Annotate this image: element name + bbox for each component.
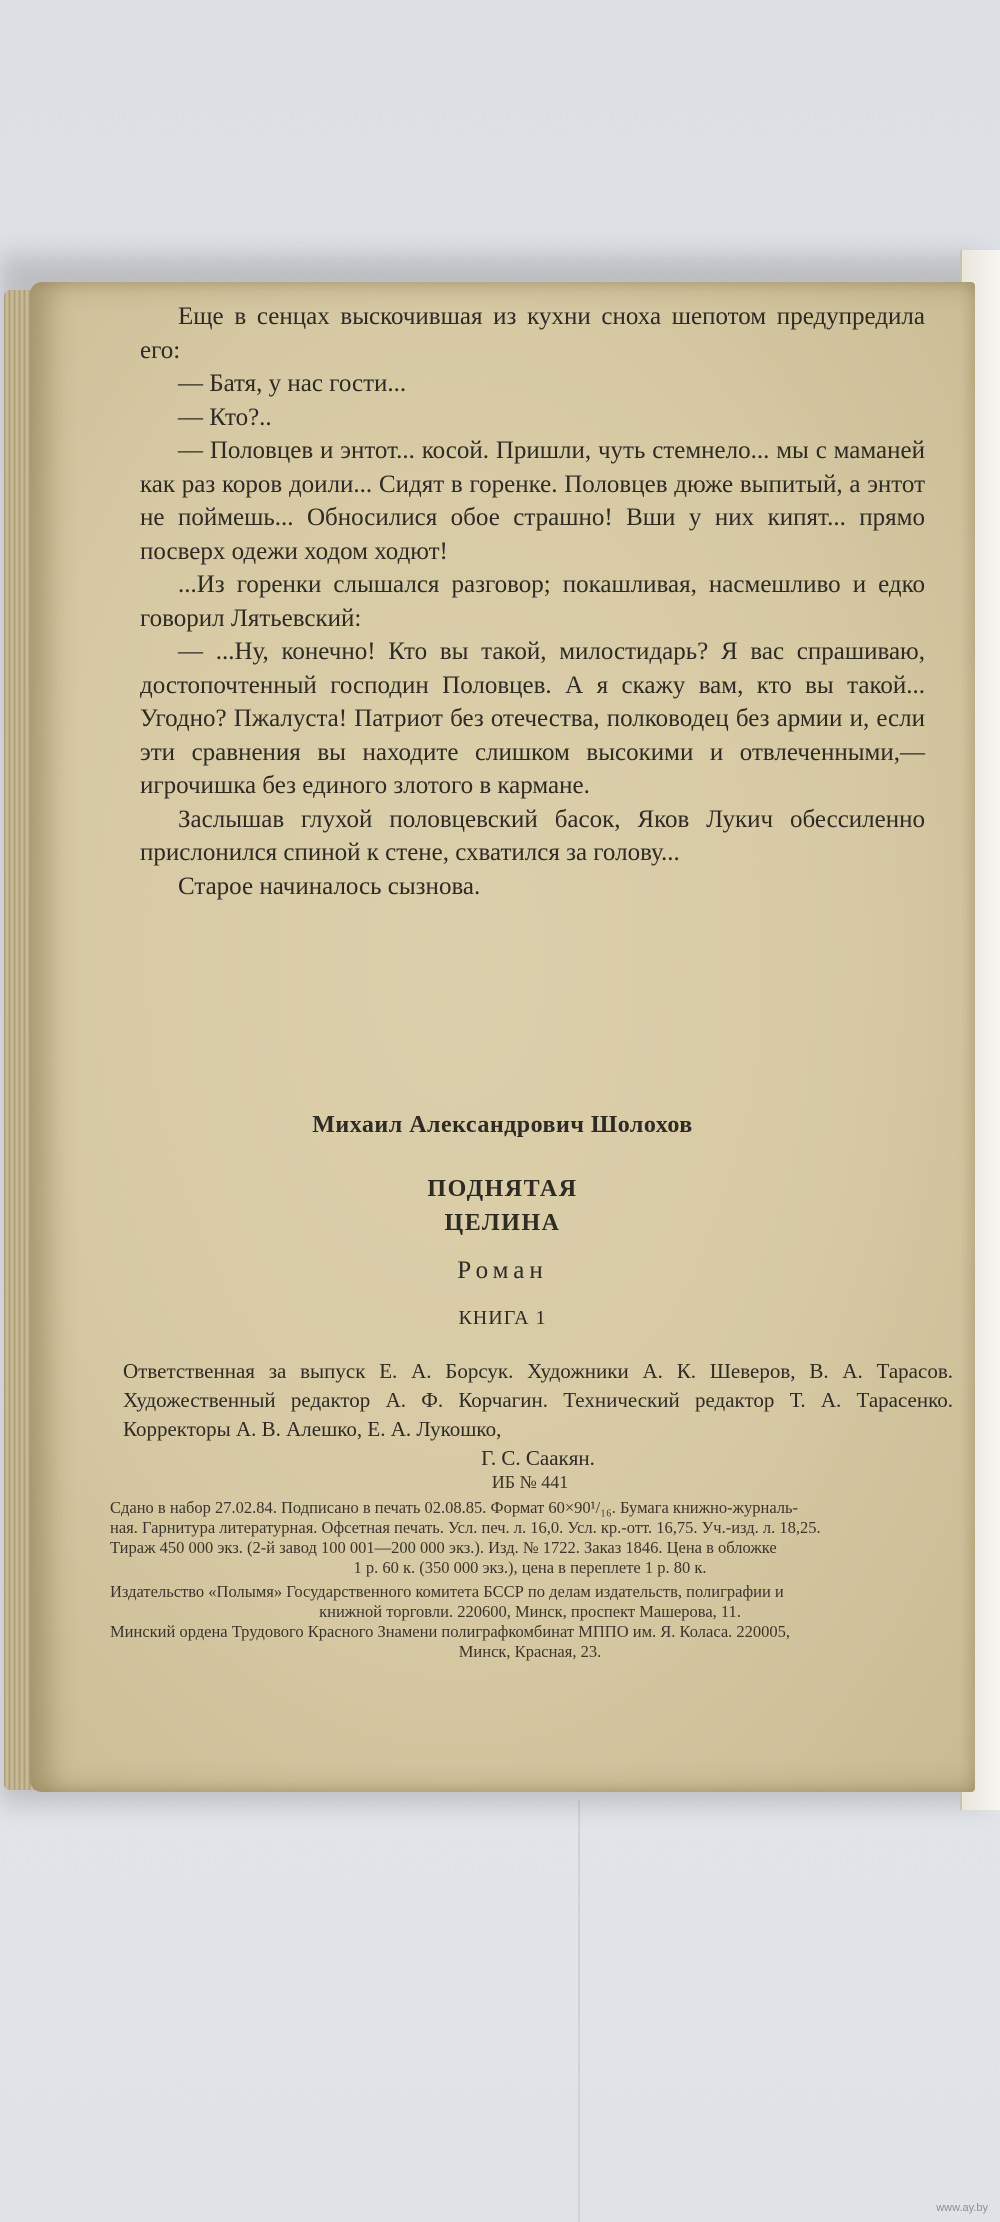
imprint-line: 1 р. 60 к. (350 000 экз.), цена в переплете 1 р. 80 к. — [353, 1558, 707, 1577]
publisher-line: Минский ордена Трудового Красного Знамени полиграфкомбинат МППО им. Я. Коласа. 220005, — [110, 1622, 791, 1641]
paragraph: ...Из горенки слышался разговор; покашливая, насмешливо и едко говорил Лятьевский: — [140, 571, 925, 632]
book-number: КНИГА 1 — [458, 1307, 547, 1329]
imprint-line: ная. Гарнитура литературная. Офсетная печать. Усл. печ. л. 16,0. Усл. кр.-отт. 16,75. Уч.-изд. л. 18,25. — [110, 1518, 821, 1537]
imprint-line: Тираж 450 000 экз. (2-й завод 100 001—200 000 экз.). Изд. № 1722. Заказ 1846. Цена в обложке — [110, 1538, 777, 1557]
publisher-line: Издательство «Полымя» Государственного комитета БССР по делам издательств, полиграфии и — [110, 1582, 784, 1601]
title-line-1: ПОДНЯТАЯ — [427, 1176, 578, 1202]
credits — [123, 1357, 953, 1473]
watermark: www.ay.by — [936, 2202, 988, 2214]
paragraph: Еще в сенцах выскочившая из кухни сноха шепотом предупредила его: — [140, 303, 925, 364]
paragraph: Старое начиналось сызнова. — [178, 872, 481, 900]
book-title — [30, 1172, 975, 1240]
genre-label: Роман — [457, 1257, 548, 1284]
title-line-2: ЦЕЛИНА — [444, 1210, 561, 1236]
paragraph: Заслышав глухой половцевский басок, Яков Лукич обессиленно прислонился спиной к стене, схватился за голову... — [140, 805, 925, 866]
book-page — [30, 282, 975, 1792]
paragraph: — Половцев и энтот... косой. Пришли, чуть стемнело... мы с маманей как раз коров доили... Сидят в горенке. Половцев дюже выпитый, а энтот не поймешь... Обносилися обое страшно! Вши у них кипят... прямо посверх одежи ходом ходют! — [140, 437, 925, 565]
imprint — [110, 1472, 950, 1662]
credits-last: Г. С. Саакян. — [481, 1446, 595, 1470]
paragraph: — Батя, у нас гости... — [178, 370, 407, 397]
desk-seam — [578, 1800, 580, 2222]
ib-number: ИБ № 441 — [491, 1472, 569, 1492]
publisher-line: книжной торговли. 220600, Минск, проспект Машерова, 11. — [319, 1602, 741, 1621]
imprint-line: Сдано в набор 27.02.84. Подписано в печать 02.08.85. Формат 60×90¹/₁₆. Бумага книжно-журналь- — [110, 1498, 799, 1517]
paragraph: — ...Ну, конечно! Кто вы такой, милостидарь? Я вас спрашиваю, достопочтенный господин Половцев. А я скажу вам, кто вы такой... Угодно? Пжалуста! Патриот без отечества, полководец без армии и, если эти сравнения вы находите слишком высокими и отвлеченными,— игрочишка без единого злотого в кармане. — [140, 638, 925, 799]
author-name: Михаил Александрович Шолохов — [312, 1112, 693, 1138]
paragraph: — Кто?.. — [178, 403, 272, 431]
body-text — [140, 300, 925, 903]
publisher-line: Минск, Красная, 23. — [458, 1642, 602, 1661]
credits-text: Ответственная за выпуск Е. А. Борсук. Художники А. К. Шеверов, В. А. Тарасов. Художественный редактор А. Ф. Корчагин. Технический редактор Т. А. Тарасенко. Корректоры А. В. Алешко, Е. А. Лукошко, — [123, 1359, 953, 1441]
